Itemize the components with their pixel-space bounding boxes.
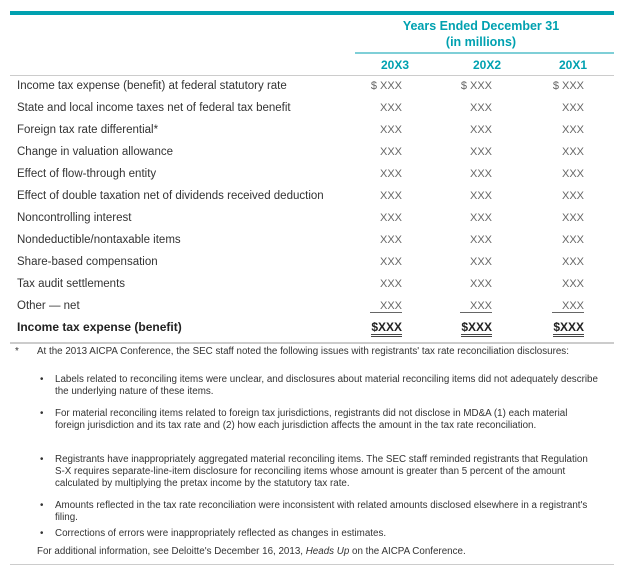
row-label: State and local income taxes net of federal tax benefit — [17, 102, 291, 114]
footnote-closing: For additional information, see Deloitte's December 16, 2013, Heads Up on the AICPA Conference. — [37, 546, 466, 557]
row-value-20x3: XXX — [379, 168, 402, 180]
row-value-20x3: XXX — [379, 278, 402, 290]
row-label: Effect of flow-through entity — [17, 168, 157, 180]
row-value-20x3: XXX — [379, 146, 402, 158]
year-header-20x3: 20X3 — [380, 58, 410, 72]
row-value-20x1: $XXX — [524, 320, 584, 334]
row-label: Foreign tax rate differential* — [17, 124, 159, 136]
year-header-20x1: 20X1 — [558, 58, 588, 72]
row-label: Other — net — [17, 300, 80, 312]
row-value-20x3: $XXX — [342, 320, 402, 334]
year-headers — [340, 58, 622, 74]
row-value-20x1: XXX — [561, 146, 584, 158]
row-value-20x3: XXX — [379, 102, 402, 114]
row-value-20x1: XXX — [561, 256, 584, 268]
row-value-20x1: XXX — [561, 190, 584, 202]
row-label: Effect of double taxation net of dividends received deduction — [17, 190, 324, 202]
row-label: Income tax expense (benefit) at federal statutory rate — [17, 80, 287, 92]
row-label: Change in valuation allowance — [17, 146, 173, 158]
row-value-20x2: $XXX — [432, 320, 492, 334]
table-row — [17, 190, 607, 212]
table-row — [17, 234, 607, 256]
total-row — [17, 320, 607, 342]
bullet-text: Labels related to reconciling items were unclear, and disclosures about material reconciling items did not adequately describe the underlying nature of these items. — [55, 374, 598, 397]
row-value-20x1: XXX — [561, 102, 584, 114]
row-value-20x1: XXX — [561, 212, 584, 224]
header-divider — [355, 52, 614, 54]
bullet-text: Registrants have inappropriately aggregated material reconciling items. The SEC staff reminded registrants that Regulation S-X requires separate-line-item disclosure for reconciling items whose amount is greater than 5 percent of the amount calculated by multiplying the pretax income by the statutory tax rate. — [55, 454, 588, 489]
row-value-20x1: XXX — [561, 278, 584, 290]
row-value-20x3: XXX — [379, 212, 402, 224]
row-value-20x2: XXX — [469, 102, 492, 114]
table-row — [17, 80, 607, 102]
row-value-20x1: $ XXX — [552, 80, 584, 92]
bullet-icon: • — [40, 374, 44, 385]
row-value-20x3: XXX — [379, 190, 402, 202]
row-value-20x3: XXX — [379, 256, 402, 268]
row-value-20x2: XXX — [469, 190, 492, 202]
year-header-20x2: 20X2 — [472, 58, 502, 72]
row-value-20x2: XXX — [469, 234, 492, 246]
bullet-text: For material reconciling items related to foreign tax jurisdictions, registrants did not disclose in MD&A (1) each material foreign jurisdiction and its tax rate and (2) how each jurisdiction affects the amount in the tax rate reconciliation. — [55, 408, 568, 431]
table-row — [17, 256, 607, 278]
row-label: Nondeductible/nontaxable items — [17, 234, 181, 246]
table-row — [17, 278, 607, 300]
row-value-20x1: XXX — [561, 124, 584, 136]
row-value-20x2: XXX — [469, 256, 492, 268]
row-label: Share-based compensation — [17, 256, 158, 268]
bullet-icon: • — [40, 454, 44, 465]
table-row — [17, 102, 607, 124]
publication-title: Heads Up — [305, 546, 350, 557]
row-value-20x1: XXX — [561, 234, 584, 246]
column-group-header — [340, 18, 622, 50]
header-bottom-rule — [10, 75, 614, 76]
table-row — [17, 168, 607, 190]
row-value-20x3: XXX — [342, 300, 402, 312]
row-label: Noncontrolling interest — [17, 212, 132, 224]
bullet-icon: • — [40, 528, 44, 539]
bullet-icon: • — [40, 500, 44, 511]
bullet-text: Corrections of errors were inappropriately reflected as changes in estimates. — [55, 528, 387, 539]
table-row — [17, 212, 607, 234]
bullet-icon: • — [40, 408, 44, 419]
row-label: Tax audit settlements — [17, 278, 126, 290]
footnote-intro: At the 2013 AICPA Conference, the SEC staff noted the following issues with registrants' tax rate reconciliation disclosures: — [37, 346, 569, 357]
top-accent-bar — [10, 11, 614, 15]
header-title: Years Ended December 31 — [402, 19, 560, 33]
table-bottom-rule — [10, 342, 614, 344]
table-row — [17, 146, 607, 168]
row-value-20x3: XXX — [379, 234, 402, 246]
row-value-20x2: XXX — [469, 168, 492, 180]
table-row — [17, 300, 607, 322]
row-value-20x1: XXX — [524, 300, 584, 312]
row-label: Income tax expense (benefit) — [17, 320, 182, 334]
row-value-20x2: XXX — [469, 146, 492, 158]
row-value-20x2: XXX — [469, 124, 492, 136]
row-value-20x2: XXX — [469, 212, 492, 224]
footnote-marker: * — [15, 346, 19, 357]
bullet-text: Amounts reflected in the tax rate reconciliation were inconsistent with related amounts disclosed elsewhere in a registrant's filing. — [55, 500, 588, 523]
row-value-20x3: XXX — [379, 124, 402, 136]
row-value-20x2: XXX — [469, 278, 492, 290]
row-value-20x2: XXX — [432, 300, 492, 312]
footer-rule — [10, 564, 614, 565]
table-row — [17, 124, 607, 146]
row-value-20x2: $ XXX — [460, 80, 492, 92]
row-value-20x3: $ XXX — [370, 80, 402, 92]
header-subtitle: (in millions) — [445, 35, 517, 49]
row-value-20x1: XXX — [561, 168, 584, 180]
